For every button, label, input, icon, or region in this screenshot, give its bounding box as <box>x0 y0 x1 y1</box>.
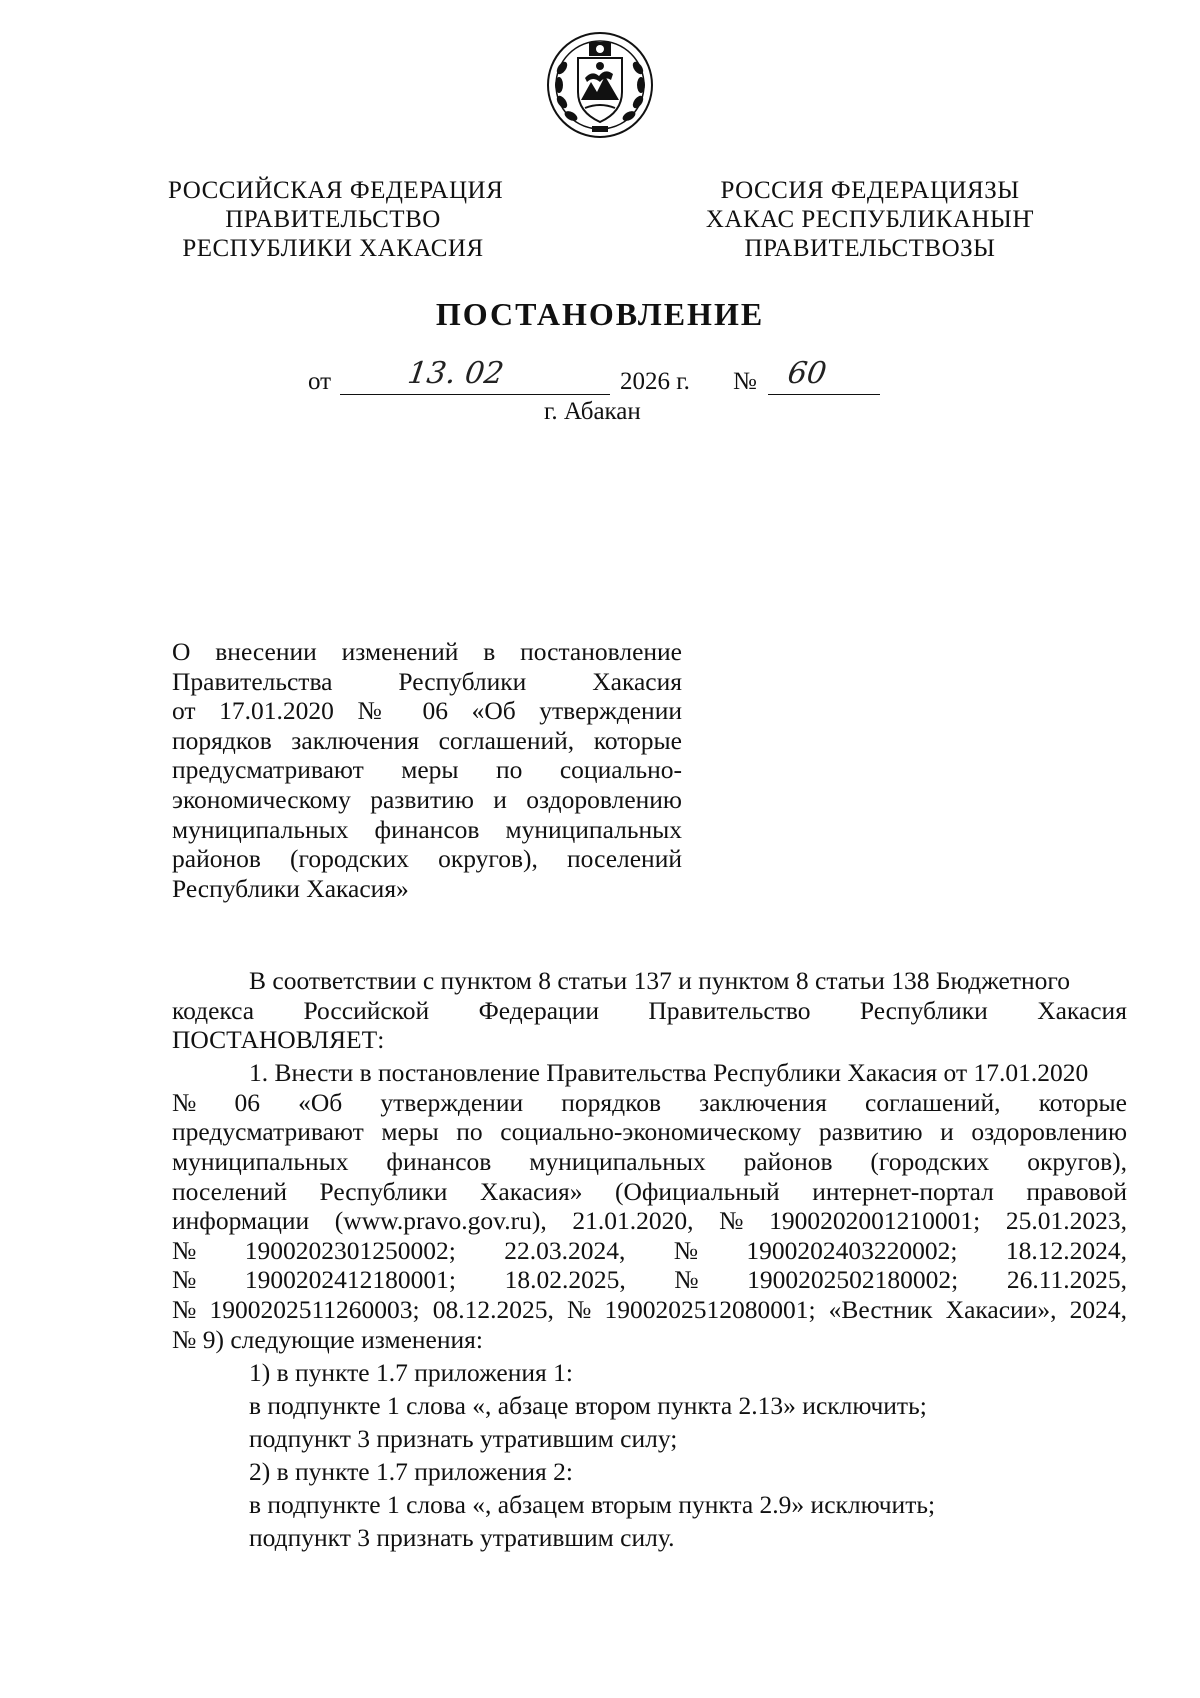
word: округов), <box>1027 1147 1127 1177</box>
word: 1900202412180001; <box>244 1265 456 1295</box>
number-underline <box>768 394 880 395</box>
word: «Вестник <box>828 1295 933 1325</box>
word: (Официальный <box>615 1176 780 1206</box>
subitem-line: в подпункте 1 слова «, абзаце втором пункта 2.13» исключить; <box>249 1390 927 1420</box>
word: 21.01.2020, <box>572 1206 694 1236</box>
subject-line: предусматривают меры по социально- <box>172 755 682 785</box>
word: Федерации <box>478 995 599 1025</box>
number-label: № <box>733 368 757 395</box>
word: информации <box>172 1206 310 1236</box>
word: (www.pravo.gov.ru), <box>334 1206 547 1236</box>
header-left-line: РЕСПУБЛИКИ ХАКАСИЯ <box>182 235 484 262</box>
word: 1900202512080001; <box>604 1295 816 1325</box>
subject-line: от 17.01.2020 № 06 «Об утверждении <box>172 696 682 726</box>
word: утверждении <box>380 1087 524 1117</box>
header-left-line: РОССИЙСКАЯ ФЕДЕРАЦИЯ <box>168 177 504 204</box>
handwritten-number: 60 <box>785 356 829 391</box>
word: которые <box>1038 1087 1127 1117</box>
word: 06 <box>234 1087 260 1117</box>
word: меры <box>381 1117 439 1147</box>
word: № <box>674 1265 699 1295</box>
word: правовой <box>1026 1176 1127 1206</box>
subitem-line: подпункт 3 признать утратившим силу. <box>249 1523 675 1553</box>
word: Республики <box>319 1176 448 1206</box>
word: № <box>172 1235 197 1265</box>
item1-line <box>172 1265 1127 1295</box>
header-right <box>690 176 1050 263</box>
item1-line <box>172 1088 1127 1118</box>
item1-line <box>172 1147 1127 1177</box>
word: муниципальных <box>172 1147 349 1177</box>
preamble-line: В соответствии с пунктом 8 статьи 137 и пунктом 8 статьи 138 Бюджетного <box>249 966 1070 995</box>
header-left <box>168 176 504 263</box>
word: 26.11.2025, <box>1006 1265 1127 1295</box>
word: № <box>719 1206 744 1236</box>
word: (городских <box>870 1147 990 1177</box>
header-left-line: ПРАВИТЕЛЬСТВО <box>225 206 441 233</box>
word: № <box>673 1235 699 1265</box>
year-label: 2026 г. <box>620 368 690 395</box>
word: 25.01.2023, <box>1005 1206 1127 1236</box>
word: заключения <box>699 1087 827 1117</box>
item1-line: 1. Внести в постановление Правительства Республики Хакасия от 17.01.2020 <box>249 1058 1089 1088</box>
word: Республики <box>859 995 988 1025</box>
subject-block <box>172 637 682 903</box>
word: и <box>940 1117 954 1147</box>
body-text <box>172 966 1127 1553</box>
word: оздоровлению <box>971 1117 1127 1147</box>
word: № <box>172 1087 197 1117</box>
word: 18.12.2024, <box>1005 1235 1127 1265</box>
subject-line: экономическому развитию и оздоровлению <box>172 784 682 814</box>
item1-line <box>172 1236 1127 1266</box>
word: муниципальных <box>529 1147 706 1177</box>
preamble-line: ПОСТАНОВЛЯЕТ: <box>172 1025 385 1055</box>
word: «Об <box>298 1087 343 1117</box>
word: Хакасия <box>1037 995 1127 1025</box>
date-underline <box>340 394 610 395</box>
word: поселений <box>172 1176 287 1206</box>
item1-line <box>172 1117 1127 1147</box>
word: интернет-портал <box>812 1176 994 1206</box>
word: 1900202301250002; <box>244 1235 456 1265</box>
word: Хакасии», <box>945 1295 1057 1325</box>
word: Правительство <box>648 995 811 1025</box>
subject-line: муниципальных финансов муниципальных <box>172 814 682 844</box>
subject-line: О внесении изменений в постановление <box>172 637 682 666</box>
word: Хакасия» <box>479 1176 583 1206</box>
word: Российской <box>303 995 430 1025</box>
subject-line: порядков заключения соглашений, которые <box>172 725 682 755</box>
word: 1900202502180002; <box>747 1265 959 1295</box>
header-right-line: ПРАВИТЕЛЬСТВОЗЫ <box>744 235 996 262</box>
word: финансов <box>386 1147 492 1177</box>
word: 1900202511260003; <box>209 1295 420 1325</box>
item1-line <box>172 1177 1127 1207</box>
word: № <box>172 1295 197 1325</box>
word: районов <box>743 1147 833 1177</box>
subject-line: районов (городских округов), поселений <box>172 844 682 874</box>
item1-line: № 9) следующие изменения: <box>172 1324 483 1354</box>
word: 22.03.2024, <box>504 1235 626 1265</box>
word: № <box>566 1295 592 1325</box>
word: кодекса <box>172 995 255 1025</box>
item1-line <box>172 1206 1127 1236</box>
header-right-line: ХАКАС РЕСПУБЛИКАНЫҤ <box>705 206 1035 233</box>
word: предусматривают <box>172 1117 364 1147</box>
subitem-line: 1) в пункте 1.7 приложения 1: <box>249 1357 573 1387</box>
word: 1900202001210001; <box>769 1206 981 1236</box>
subitem-line: подпункт 3 признать утратившим силу; <box>249 1423 678 1453</box>
document-type: ПОСТАНОВЛЕНИЕ <box>435 296 765 332</box>
from-label: от <box>308 368 332 395</box>
word: 2024, <box>1069 1295 1127 1325</box>
header-right-line: РОССИЯ ФЕДЕРАЦИЯЗЫ <box>720 177 1020 204</box>
preamble-line <box>172 996 1127 1026</box>
word: порядков <box>561 1087 661 1117</box>
word: 08.12.2025, <box>432 1295 554 1325</box>
handwritten-date: 13. 02 <box>405 356 506 391</box>
word: соглашений, <box>865 1087 1001 1117</box>
word: № <box>172 1265 197 1295</box>
word: 1900202403220002; <box>746 1235 958 1265</box>
word: 18.02.2025, <box>504 1265 626 1295</box>
word: развитию <box>818 1117 923 1147</box>
word: по <box>456 1117 483 1147</box>
coat-of-arms-icon <box>545 30 655 140</box>
word: социально-экономическому <box>500 1117 802 1147</box>
city-label: г. Абакан <box>544 398 641 425</box>
subitem-line: в подпункте 1 слова «, абзацем вторым пункта 2.9» исключить; <box>249 1490 936 1520</box>
subitem-line: 2) в пункте 1.7 приложения 2: <box>249 1457 573 1486</box>
subject-line: Республики Хакасия» <box>172 873 409 903</box>
item1-line <box>172 1295 1127 1325</box>
subject-line: Правительства Республики Хакасия <box>172 666 682 696</box>
